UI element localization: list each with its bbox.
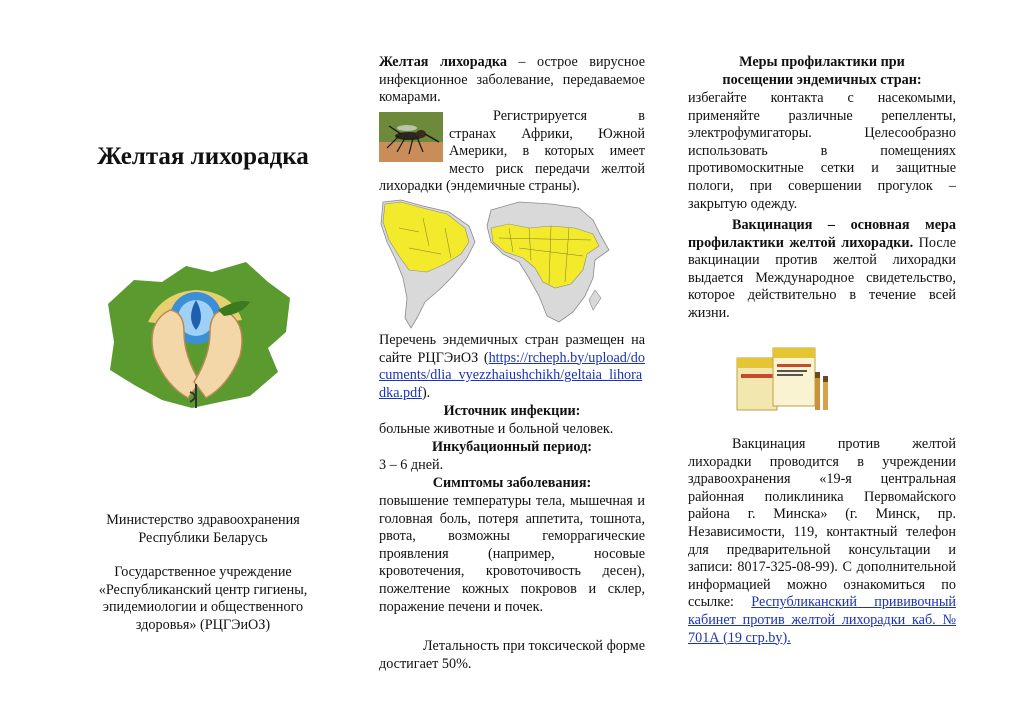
symptoms-heading: Симптомы заболевания: <box>432 475 592 491</box>
brochure-title: Желтая лихорадка <box>97 143 309 170</box>
vaccination-rest: После вакцинации против желтой лихорадки выдается Международное свидетельство, которое действительно в течение всей жизни. <box>688 234 956 321</box>
prevention-heading-2: посещении эндемичных стран: <box>722 71 922 88</box>
incubation-heading: Инкубационный период: <box>432 439 592 455</box>
clinic-text: Вакцинация против желтой лихорадки проводится в учреждении здравоохранения «19-я центральная районная поликлиника Первомайского района г. Минска» (г. Минск, пр. Независимости, 119, контактный телефон для предварительной консультации и записи: 8017-325-08-99). С дополнительной информацией можно ознакомиться по ссылке: <box>688 436 956 611</box>
list-close: ). <box>421 384 431 401</box>
intro-paragraph <box>379 54 645 107</box>
list-text: Перечень эндемичных стран размещен на сайте РЦГЭиОЗ ( <box>379 332 645 366</box>
intro-rest: – острое вирусное инфекционное заболевание, передаваемое комарами. <box>379 54 645 106</box>
intro-bold: Желтая лихорадка <box>379 54 507 70</box>
vaccination-paragraph <box>688 217 956 323</box>
ministry-logo <box>100 252 296 412</box>
prevention-text: избегайте контакта с насекомыми, применяйте различные репелленты, электрофумигаторы. Целесообразно использовать в помещениях противомоскитные сетки и защитные пологи, при совершении прогулок – закрытую одежду. <box>688 90 956 212</box>
lethality-paragraph <box>379 638 645 673</box>
endemic-list-link[interactable]: https://rcheph.by/upload/documents/dlia_vyezzhaiushchikh/geltaia_lihoradka.pdf <box>379 349 645 401</box>
lethality-text: Летальность при токсической форме достигает 50%. <box>379 638 646 672</box>
ministry-line-1: Министерство здравоохранения <box>106 512 300 528</box>
source-text: больные животные и больной человек. <box>379 421 614 437</box>
incubation-text: 3 – 6 дней. <box>379 457 444 473</box>
org-line-3: эпидемиологии и общественного <box>102 599 304 616</box>
registration-text: Регистрируется в странах Африки, Южной Америки, в которых имеет место риск передачи желтой лихорадки (эндемичные страны). <box>379 108 645 195</box>
clinic-paragraph <box>688 436 956 647</box>
registration-paragraph <box>379 108 645 196</box>
source-heading: Источник инфекции: <box>443 403 581 419</box>
ministry-line-2: Республики Беларусь <box>138 529 268 546</box>
org-line-2: «Республиканский центр гигиены, <box>98 581 308 598</box>
org-line-1: Государственное учреждение <box>114 564 292 581</box>
list-paragraph <box>379 332 645 402</box>
prevention-heading-1: Меры профилактики при <box>739 54 905 70</box>
endemic-map <box>379 198 613 330</box>
org-line-4: здоровья» (РЦГЭиОЗ) <box>135 616 271 633</box>
vaccine-photo <box>735 340 835 414</box>
clinic-link[interactable]: Республиканский прививочный кабинет против желтой лихорадки каб. № 701А (19 сгр.by). <box>688 594 956 646</box>
symptoms-text: повышение температуры тела, мышечная и головная боль, потеря аппетита, тошнота, рвота, возможны геморрагические проявления (например, носовые кровотечения, кровоточивость десен), пожелтение кожных покровов и склер, поражение печени и почек. <box>379 493 645 615</box>
vaccination-bold: Вакцинация – основная мера профилактики желтой лихорадки. <box>688 217 956 251</box>
